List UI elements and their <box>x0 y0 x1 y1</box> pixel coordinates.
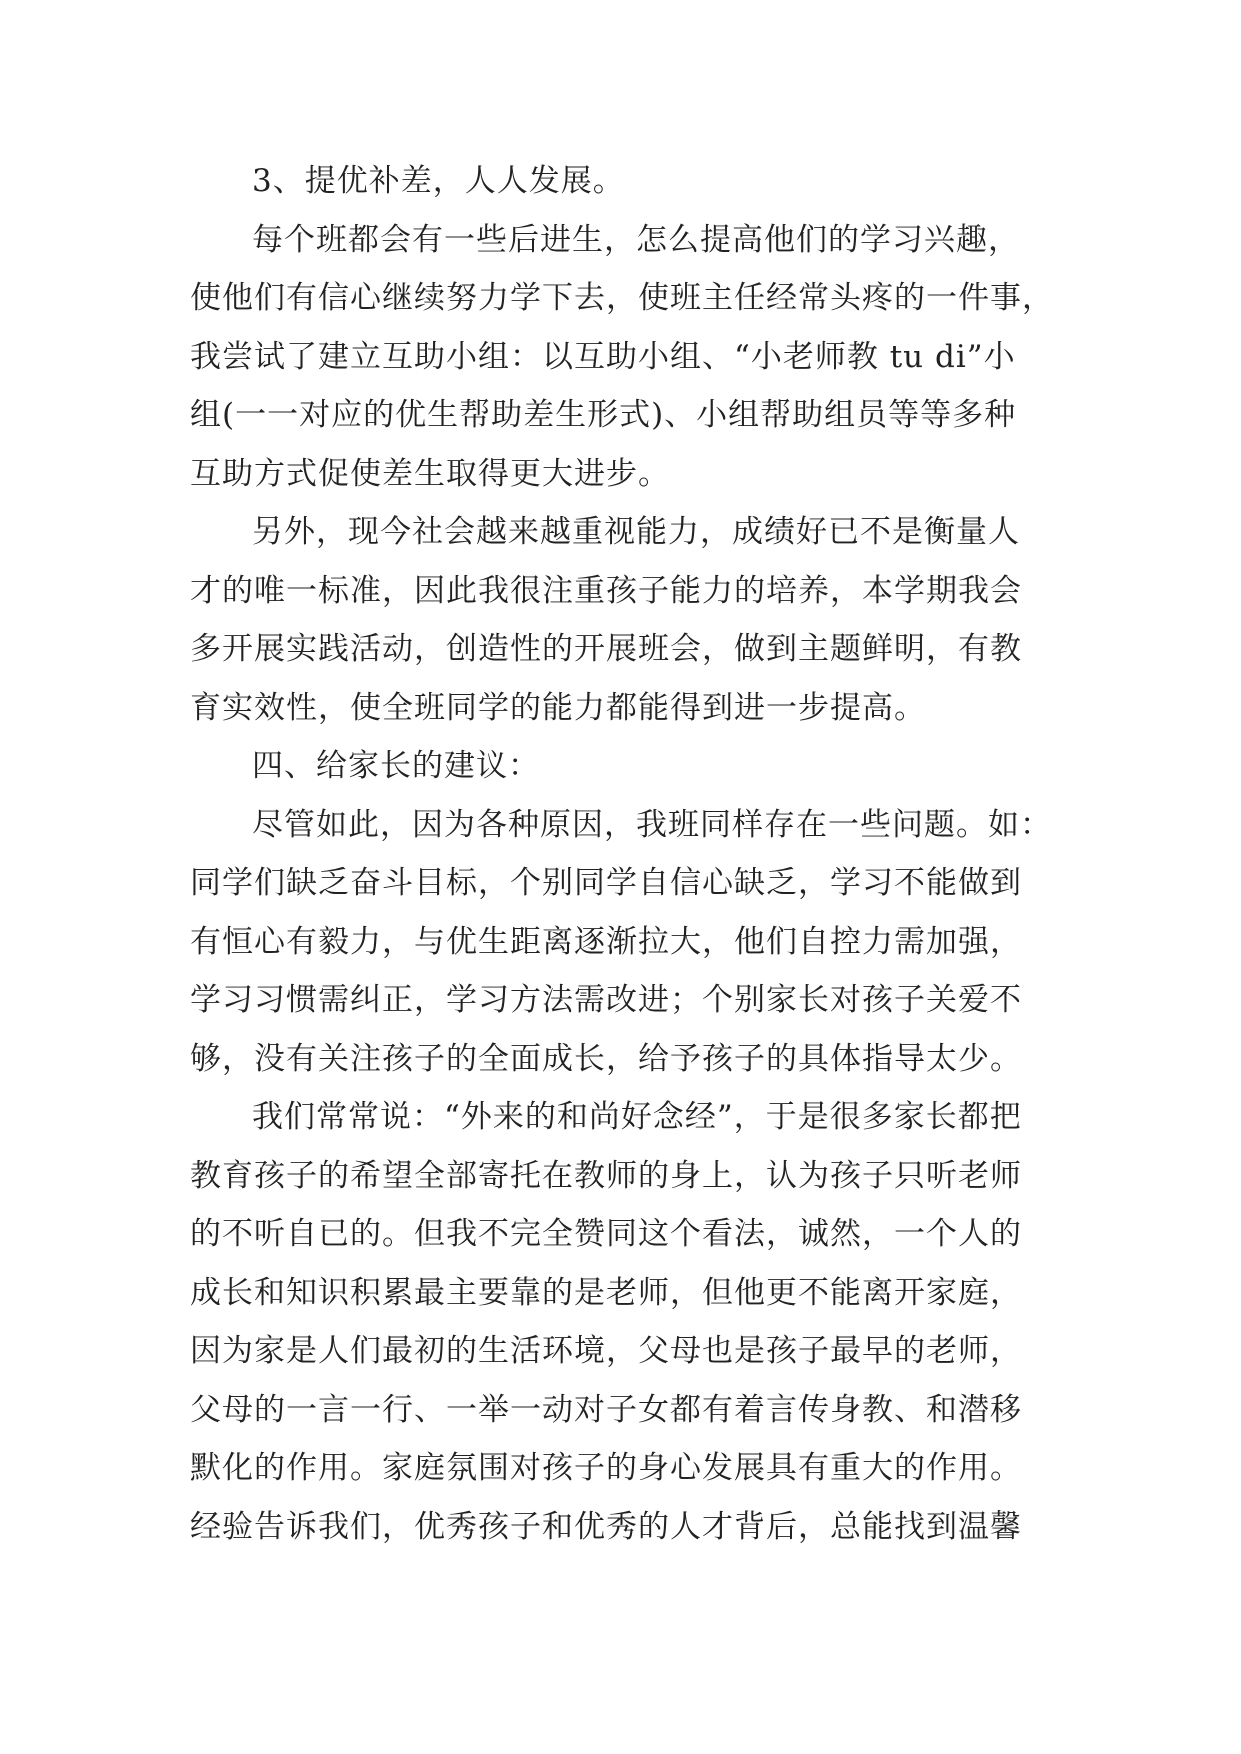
text-line: 多开展实践活动，创造性的开展班会，做到主题鲜明，有教 <box>190 631 1022 667</box>
text-line: 另外，现今社会越来越重视能力，成绩好已不是衡量人 <box>252 514 1020 550</box>
text-line: 互助方式促使差生取得更大进步。 <box>190 455 670 492</box>
text-line: 经验告诉我们，优秀孩子和优秀的人才背后，总能找到温馨 <box>190 1508 1022 1545</box>
text-line: 父母的一言一行、一举一动对子女都有着言传身教、和潜移 <box>190 1391 1022 1428</box>
text-line: 同学们缺乏奋斗目标，个别同学自信心缺乏，学习不能做到 <box>190 865 1022 901</box>
text-line: 学习习惯需纠正，学习方法需改进；个别家长对孩子关爱不 <box>190 982 1022 1018</box>
text-line: 因为家是人们最初的生活环境，父母也是孩子最早的老师， <box>190 1333 1022 1369</box>
text-line: 每个班都会有一些后进生，怎么提高他们的学习兴趣， <box>252 221 1020 258</box>
text-line: 我尝试了建立互助小组：以互助小组、“小老师教 tu di”小 <box>190 338 1016 375</box>
text-line: 有恒心有毅力，与优生距离逐渐拉大，他们自控力需加强， <box>190 923 1022 960</box>
text-line: 成长和知识积累最主要靠的是老师，但他更不能离开家庭， <box>190 1274 1022 1311</box>
text-line: 3、提优补差，人人发展。 <box>252 163 625 199</box>
document-body <box>190 152 1080 1556</box>
text-line: 育实效性，使全班同学的能力都能得到进一步提高。 <box>190 689 926 726</box>
text-line: 四、给家长的建议： <box>252 748 540 784</box>
text-line: 够，没有关注孩子的全面成长，给予孩子的具体指导太少。 <box>190 1040 1022 1077</box>
text-line: 使他们有信心继续努力学下去，使班主任经常头疼的一件事， <box>190 280 1054 316</box>
text-line: 组(一一对应的优生帮助差生形式)、小组帮助组员等等多种 <box>190 397 1017 433</box>
text-line: 的不听自已的。但我不完全赞同这个看法，诚然，一个人的 <box>190 1216 1022 1252</box>
text-line: 默化的作用。家庭氛围对孩子的身心发展具有重大的作用。 <box>190 1450 1022 1486</box>
text-line: 才的唯一标准，因此我很注重孩子能力的培养，本学期我会 <box>190 572 1022 609</box>
text-line: 尽管如此，因为各种原因，我班同样存在一些问题。如： <box>252 806 1052 843</box>
text-line: 教育孩子的希望全部寄托在教师的身上，认为孩子只听老师 <box>190 1157 1022 1194</box>
text-line: 我们常常说：“外来的和尚好念经”，于是很多家长都把 <box>252 1099 1022 1135</box>
